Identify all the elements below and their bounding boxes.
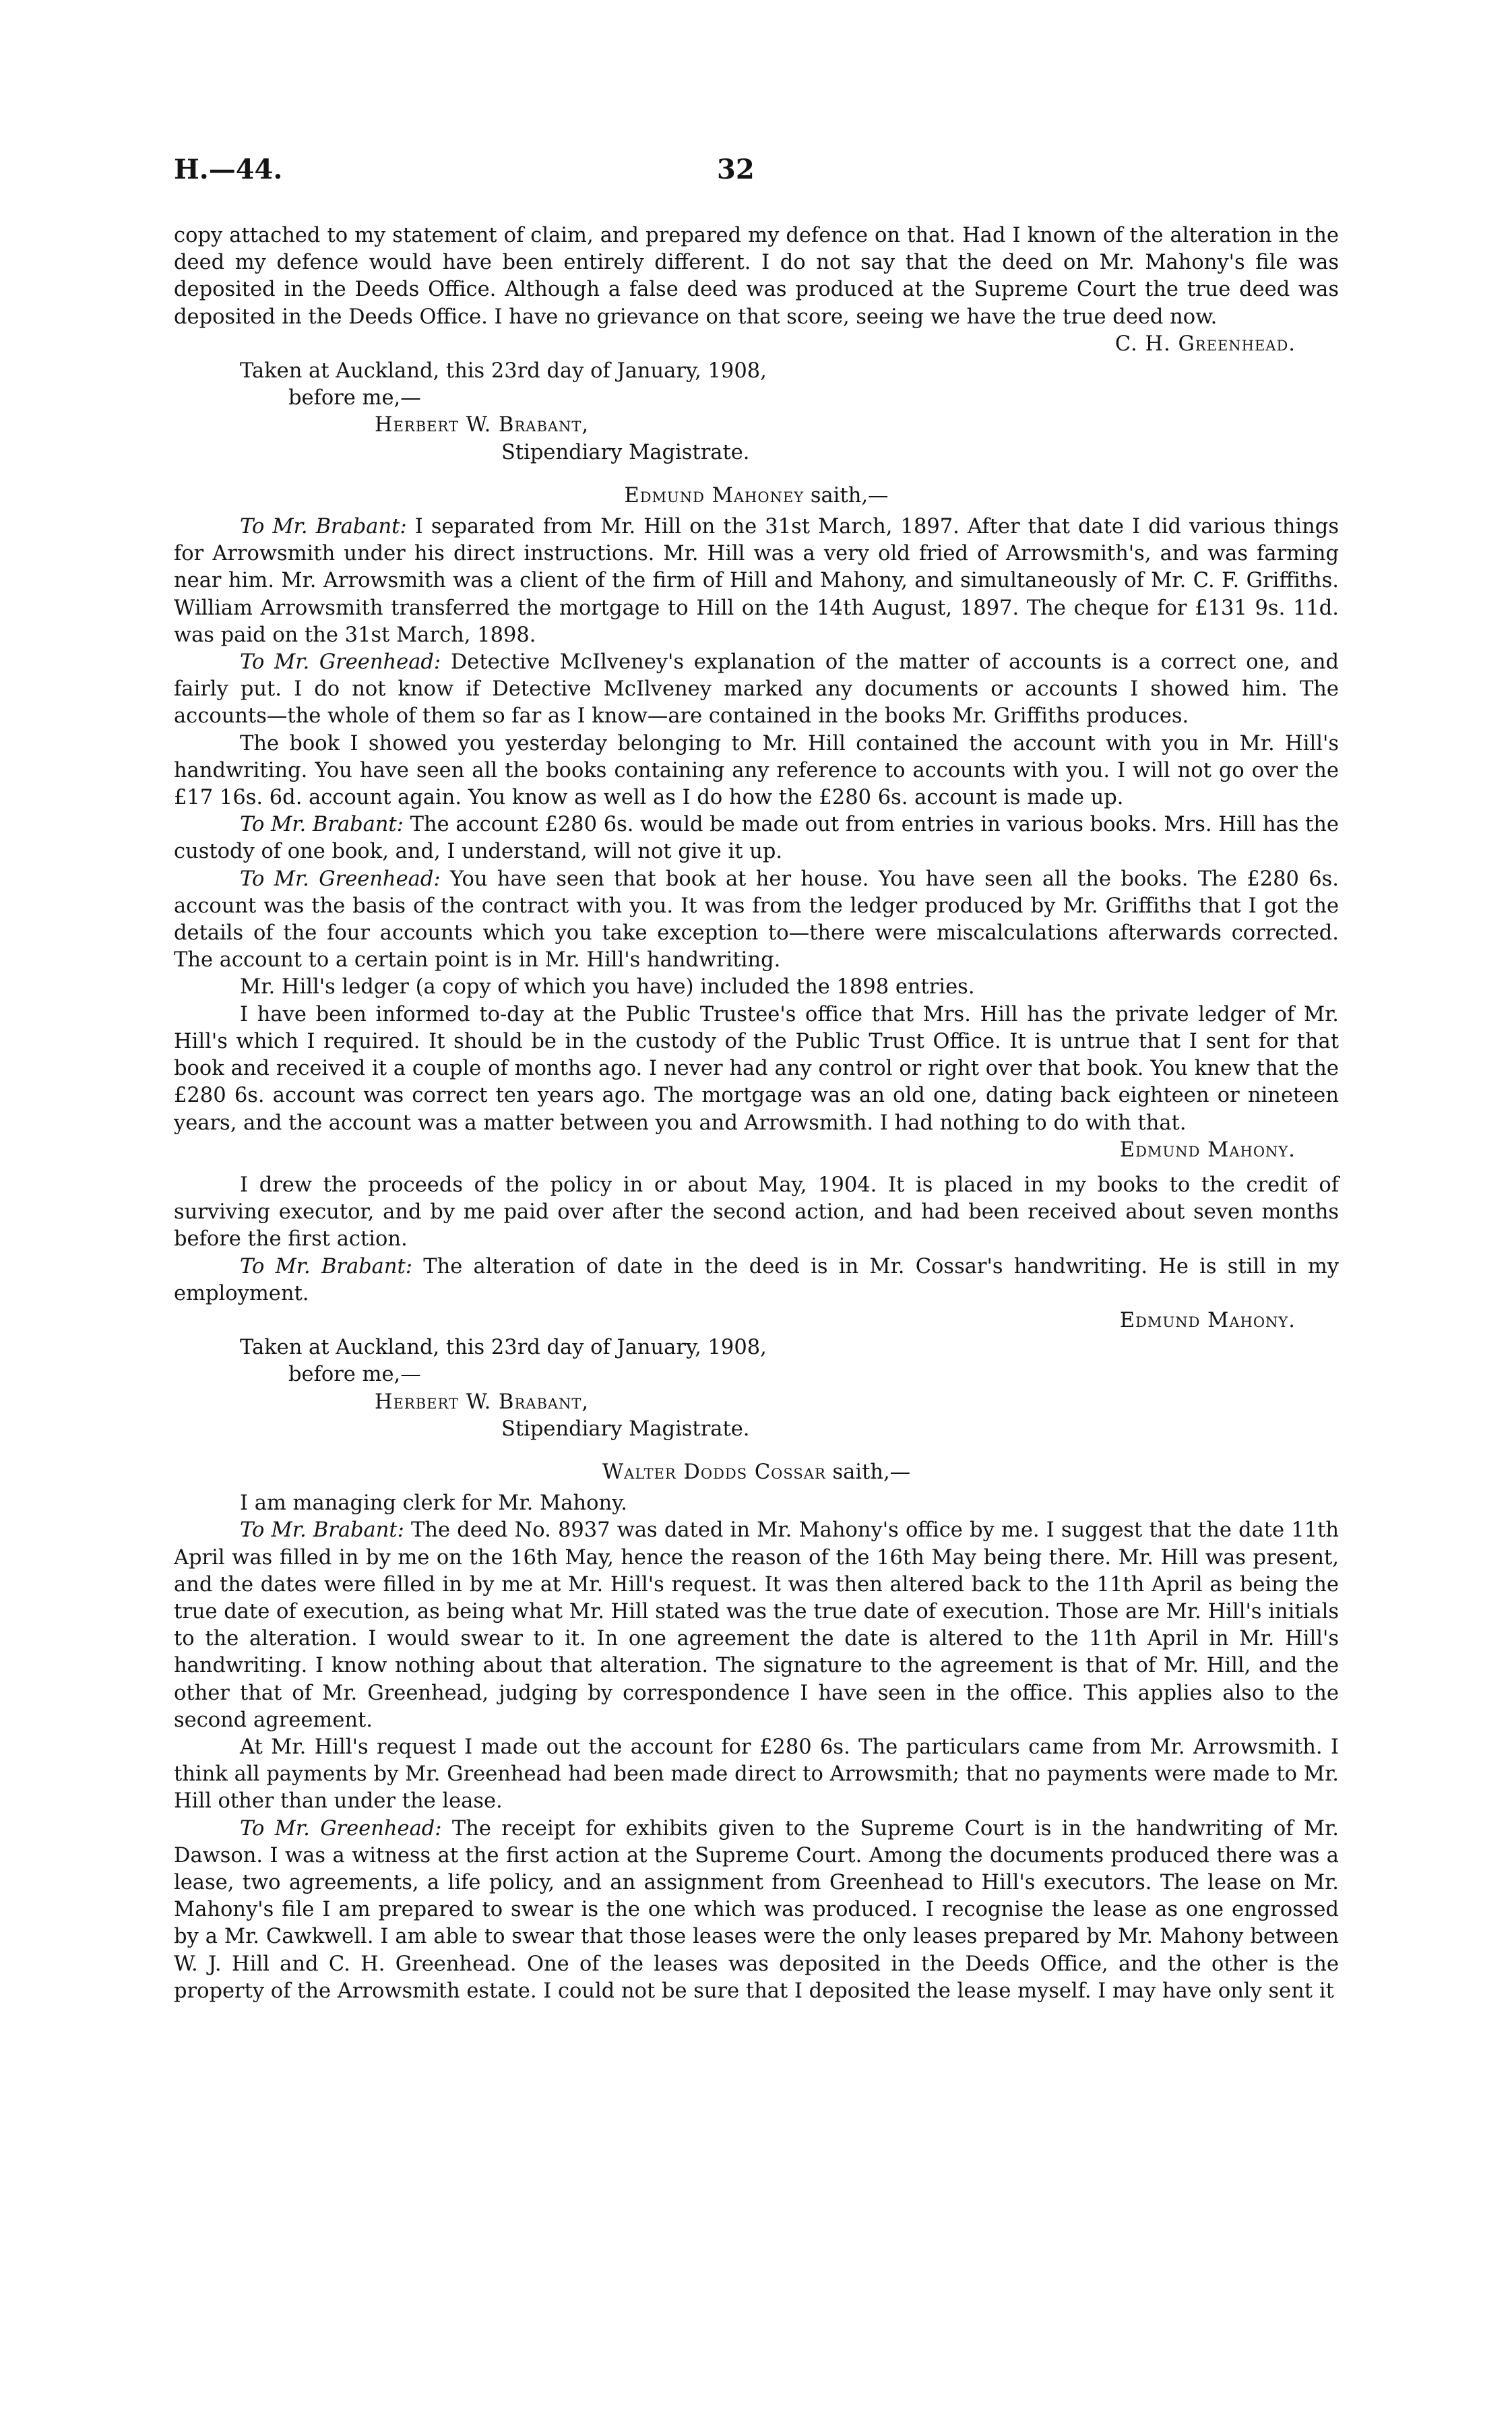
paragraph-text: The receipt for exhibits given to the Supreme Court is in the handwriting of Mr. Dawson. I was a witness at the first action at the Supreme Court. Among the documents produced there was a lease, two agreements, a life policy, and an assignment from Greenhead to Hill's executors. The lease on Mr. Mahony's file I am prepared to swear is the one which was produced. I recognise the lease as one engrossed by a Mr. Cawkwell. I am able to swear that those leases were the only leases prepared by Mr. Mahony between W. J. Hill and C. H. Greenhead. One of the leases was deposited in the Deeds Office, and the other is the property of the Arrowsmith estate. I could not be sure that I deposited the lease myself. I may have only sent it	[174, 1816, 1339, 2003]
paragraph	[174, 1254, 1339, 1307]
paragraph	[174, 649, 1339, 731]
section-heading-cossar	[174, 1459, 1339, 1486]
addressee: To Mr. Greenhead:	[240, 867, 441, 891]
page-body	[174, 222, 1339, 2005]
section-heading-mahoney	[174, 483, 1339, 509]
attestation-2	[240, 1334, 1339, 1443]
heading-name: Edmund Mahoney	[624, 483, 805, 507]
paragraph	[174, 811, 1339, 865]
paragraph-text: I separated from Mr. Hill on the 31st March, 1897. After that date I did various things for Arrowsmith under his direct instructions. Mr. Hill was a very old fried of Arrowsmith's, and was farming near him. Mr. Arrowsmith was a client of the firm of Hill and Mahony, and simultaneously of Mr. C. F. Griffiths. William Arrowsmith transferred the mortgage to Hill on the 14th August, 1897. The cheque for £131 9s. 11d. was paid on the 31st March, 1898.	[174, 515, 1339, 647]
attestation-1	[240, 358, 1339, 466]
paragraph	[174, 514, 1339, 649]
addressee: To Mr. Greenhead:	[240, 1816, 442, 1841]
addressee: To Mr. Greenhead:	[240, 650, 441, 675]
attestation-name: Herbert W. Brabant,	[375, 1390, 590, 1414]
document-id: H.—44.	[174, 154, 283, 185]
attestation-before: before me,—	[288, 1363, 421, 1387]
addressee: To Mr. Brabant:	[240, 1518, 404, 1543]
heading-name: Walter Dodds Cossar	[602, 1460, 826, 1484]
paragraph-text: Detective McIlveney's explanation of the matter of accounts is a correct one, and fairly put. I do not know if Detective McIlveney marked any documents or accounts I showed him. The accounts—the whole of them so far as I know—are contained in the books Mr. Griffiths produces.	[174, 650, 1339, 729]
page-header	[0, 154, 1512, 197]
paragraph: Mr. Hill's ledger (a copy of which you have) included the 1898 entries.	[240, 975, 975, 999]
paragraph-text: The deed No. 8937 was dated in Mr. Mahony's office by me. I suggest that the date 11th April was filled in by me on the 16th May, hence the reason of the 16th May being there. Mr. Hill was present, and the dates were filled in by me at Mr. Hill's request. It was then altered back to the 11th April as being the true date of execution, as being what Mr. Hill stated was the true date of execution. Those are Mr. Hill's initials to the alteration. I would swear to it. In one agreement the date is altered to the 11th April in Mr. Hill's handwriting. I know nothing about that alteration. The signature to the agreement is that of Mr. Hill, and the other that of Mr. Greenhead, judging by correspondence I have seen in the office. This applies also to the second agreement.	[174, 1518, 1339, 1732]
addressee: To Mr. Brabant:	[240, 813, 404, 837]
page-number: 32	[717, 154, 755, 185]
signature-mahony: Edmund Mahony.	[1119, 1138, 1296, 1162]
continuation-paragraph: copy attached to my statement of claim, and prepared my defence on that. Had I known of the alteration in the deed my defence would have been entirely different. I do not say that the deed on Mr. Mahony's file was deposited in the Deeds Office. Although a false deed was produced at the Supreme Court the true deed was deposited in the Deeds Office. I have no grievance on that score, seeing we have the true deed now.	[174, 224, 1339, 329]
addressee: To Mr. Brabant:	[240, 515, 407, 539]
addressee: To Mr. Brabant:	[240, 1254, 413, 1278]
signature-mahony: Edmund Mahony.	[1119, 1308, 1296, 1332]
paragraph	[174, 866, 1339, 975]
paragraph: I have been informed to-day at the Public Trustee's office that Mrs. Hill has the private ledger of Mr. Hill's which I required. It should be in the custody of the Public Trust Office. It is untrue that I sent for that book and received it a couple of months ago. I never had any control or right over that book. You knew that the £280 6s. account was correct ten years ago. The mortgage was an old one, dating back eighteen or nineteen years, and the account was a matter between you and Arrowsmith. I had nothing to do with that.	[174, 1002, 1339, 1135]
attestation-title: Stipendiary Magistrate.	[501, 440, 750, 464]
attestation-before: before me,—	[288, 386, 421, 410]
heading-suffix: saith,—	[825, 1460, 911, 1484]
paragraph	[174, 1816, 1339, 2005]
paragraph-text: The alteration of date in the deed is in Mr. Cossar's handwriting. He is still in my employment.	[174, 1254, 1339, 1305]
paragraph-text: You have seen that book at her house. You have seen all the books. The £280 6s. account was the basis of the contract with you. It was from the ledger produced by Mr. Griffiths that I got the details of the four accounts which you take exception to—there were miscalculations afterwards corrected. The account to a certain point is in Mr. Hill's handwriting.	[174, 867, 1340, 972]
paragraph: The book I showed you yesterday belonging to Mr. Hill contained the account with you in Mr. Hill's handwriting. You have seen all the books containing any reference to accounts with you. I will not go over the £17 16s. 6d. account again. You know as well as I do how the £280 6s. account is made up.	[174, 731, 1339, 810]
paragraph: At Mr. Hill's request I made out the account for £280 6s. The particulars came from Mr. Arrowsmith. I think all payments by Mr. Greenhead had been made direct to Arrowsmith; that no payments were made to Mr. Hill other than under the lease.	[174, 1735, 1339, 1814]
paragraph: I drew the proceeds of the policy in or about May, 1904. It is placed in my books to the credit of surviving executor, and by me paid over after the second action, and had been received about seven months before the first action.	[174, 1173, 1339, 1251]
attestation-taken: Taken at Auckland, this 23rd day of January, 1908,	[240, 1336, 767, 1360]
attestation-title: Stipendiary Magistrate.	[501, 1417, 750, 1441]
paragraph-text: The account £280 6s. would be made out from entries in various books. Mrs. Hill has the custody of one book, and, I understand, will not give it up.	[174, 813, 1339, 864]
attestation-name: Herbert W. Brabant,	[375, 413, 590, 437]
paragraph: I am managing clerk for Mr. Mahony.	[240, 1491, 627, 1516]
heading-suffix: saith,—	[804, 483, 889, 507]
paragraph	[174, 1517, 1339, 1734]
spacer	[174, 1164, 1339, 1172]
signature-greenhead: C. H. Greenhead.	[1114, 332, 1296, 356]
attestation-taken: Taken at Auckland, this 23rd day of January, 1908,	[240, 359, 767, 383]
